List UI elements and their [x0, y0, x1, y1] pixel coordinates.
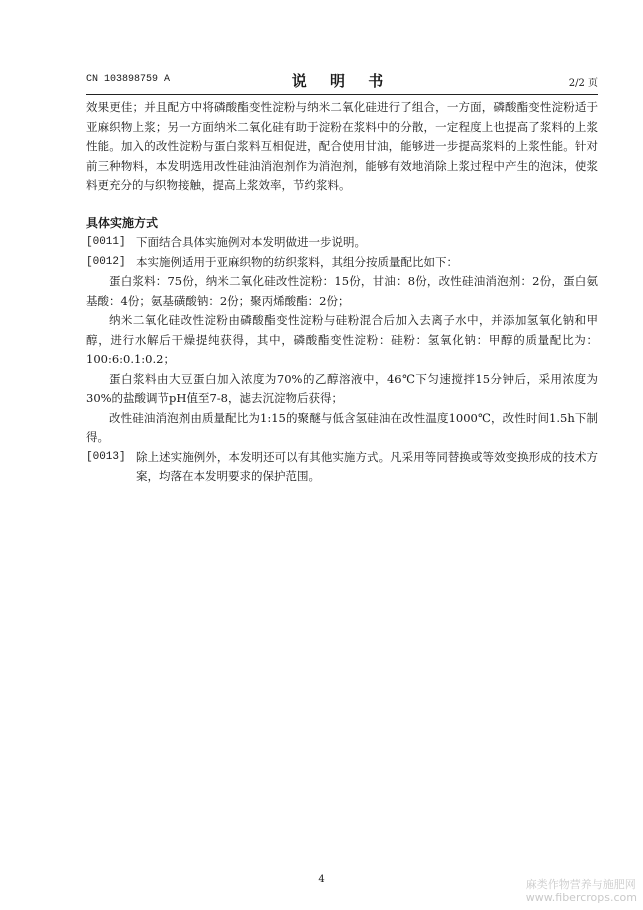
defoamer-paragraph: 改性硅油消泡剂由质量配比为1:15的聚醚与低含氢硅油在改性温度1000℃，改性时间1.5h下制得。: [86, 410, 598, 444]
paragraph-0011: [86, 233, 598, 253]
document-title: 说 明 书: [291, 72, 393, 90]
paragraph-number: [0013]: [86, 450, 126, 463]
page-indicator: 2/2 页: [568, 78, 598, 89]
patent-number: CN 103898759 A: [86, 74, 171, 85]
page-number: 4: [318, 874, 325, 885]
header-divider: [86, 94, 598, 95]
intro-paragraph: 效果更佳；并且配方中将磷酸酯变性淀粉与纳米二氧化硅进行了组合，一方面，磷酸酯变性淀粉适于亚麻织物上浆；另一方面纳米二氧化硅有助于淀粉在浆料中的分散，一定程度上也提高了浆料的上浆性能。加入的改性淀粉与蛋白浆料互相促进，配合使用甘油，能够进一步提高浆料的上浆性能。针对前三种物料，本发明选用改性硅油消泡剂作为消泡剂，能够有效地消除上浆过程中产生的泡沫，使浆料更充分的与织物接触，提高上浆效率，节约浆料。: [86, 100, 598, 192]
paragraph-text: 下面结合具体实施例对本发明做进一步说明。: [136, 235, 366, 249]
watermark-line-1: 麻类作物营养与施肥网: [525, 878, 636, 891]
paragraph-number: [0012]: [86, 255, 126, 268]
document-body: [86, 98, 598, 487]
watermark-line-2: www.fibercrops.com: [525, 891, 637, 904]
paragraph-text: 除上述实施例外，本发明还可以有其他实施方式。凡采用等同替换或等效变换形成的技术方案，均落在本发明要求的保护范围。: [136, 449, 598, 483]
protein-slurry-paragraph: 蛋白浆料由大豆蛋白加入浓度为70%的乙醇溶液中，46℃下匀速搅拌15分钟后，采用浓度为30%的盐酸调节pH值至7-8，滤去沉淀物后获得；: [86, 371, 598, 405]
modified-starch-paragraph: 纳米二氧化硅改性淀粉由磷酸酯变性淀粉与硅粉混合后加入去离子水中，并添加氢氧化钠和甲醇，进行水解后干燥提纯获得，其中，磷酸酯变性淀粉：硅粉：氢氧化钠：甲醇的质量配比为：100:6:0.1:0.2；: [86, 313, 598, 366]
paragraph-number: [0011]: [86, 236, 126, 248]
paragraph-0012: [86, 253, 598, 273]
page-header: [86, 70, 598, 92]
section-heading: 具体实施方式: [86, 215, 159, 230]
watermark: [526, 878, 637, 904]
paragraph-0013: [86, 448, 598, 487]
paragraph-text: 本实施例适用于亚麻织物的纺织浆料，其组分按质量配比如下：: [136, 254, 458, 269]
composition-paragraph: 蛋白浆料：75份，纳米二氧化硅改性淀粉：15份，甘油：8份，改性硅油消泡剂：2份，蛋白氨基酸：4份；氨基磺酸钠：2份；聚丙烯酸酯：2份；: [86, 274, 598, 308]
